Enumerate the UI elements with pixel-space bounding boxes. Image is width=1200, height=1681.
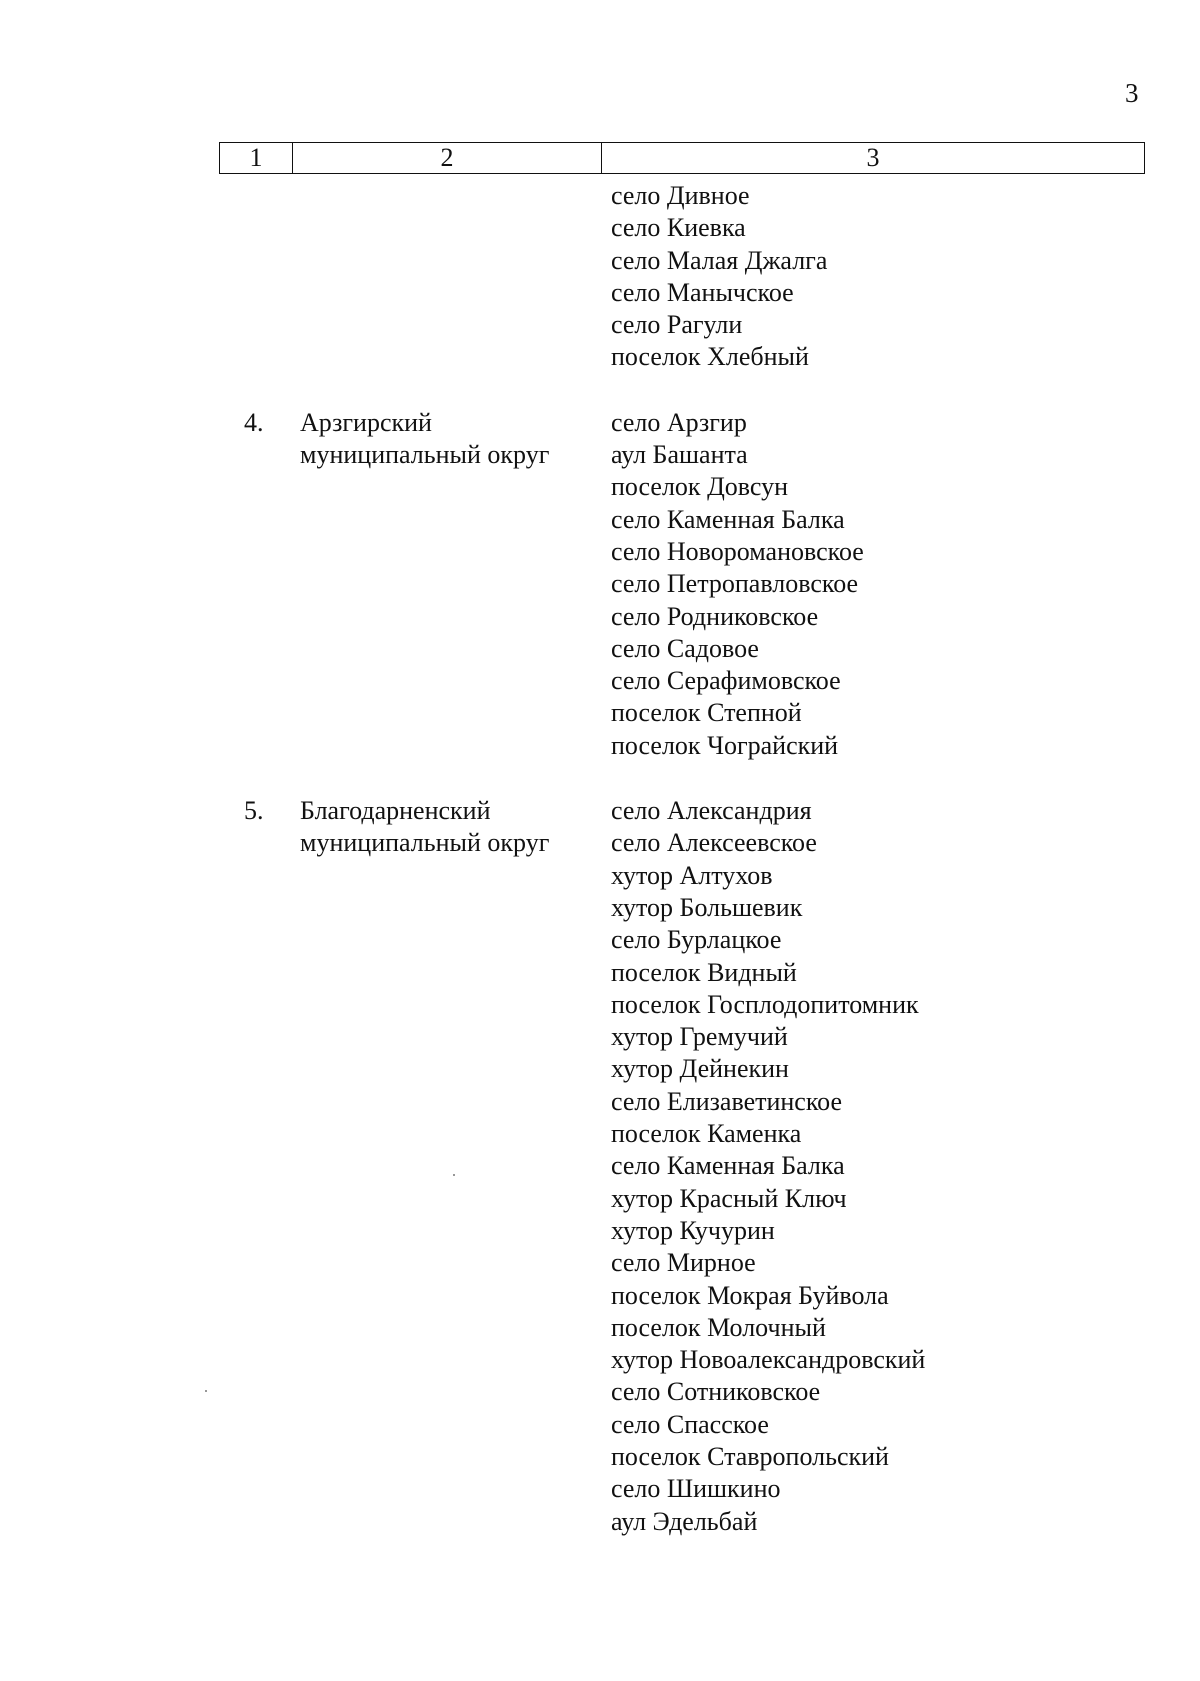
row-number	[219, 795, 300, 1538]
row-spacer	[219, 374, 1145, 407]
settlement-list	[611, 795, 1145, 1538]
district-name-line: муниципальный округ	[300, 440, 550, 470]
list-item: поселок Видный	[611, 957, 797, 987]
list-item: село Манычское	[611, 277, 794, 307]
list-item: поселок Каменка	[611, 1119, 802, 1149]
district-name-line: Благодарненский	[300, 796, 491, 826]
list-item: поселок Госплодопитомник	[611, 989, 919, 1019]
list-item: аул Эдельбай	[611, 1506, 758, 1536]
list-item: хутор Кучурин	[611, 1215, 775, 1245]
list-item: село Каменная Балка	[611, 1151, 845, 1181]
list-item: хутор Алтухов	[611, 860, 773, 890]
list-item: село Киевка	[611, 213, 746, 243]
row-number	[219, 407, 300, 762]
list-item: поселок Степной	[611, 698, 802, 728]
table-row-arzgirsky	[219, 407, 1145, 762]
list-item: село Бурлацкое	[611, 925, 782, 955]
settlement-list	[611, 407, 1145, 762]
scan-speck	[205, 1390, 207, 1392]
list-item: село Арзгир	[611, 407, 747, 437]
table-row-continued	[219, 180, 1145, 374]
list-item: село Петропавловское	[611, 569, 859, 599]
list-item: село Шишкино	[611, 1474, 781, 1504]
row-spacer	[219, 762, 1145, 795]
list-item: хутор Новоалександровский	[611, 1345, 926, 1375]
list-item: поселок Мокрая Буйвола	[611, 1280, 889, 1310]
district-name	[300, 407, 611, 762]
list-item: село Рагули	[611, 310, 743, 340]
district-name	[300, 180, 611, 374]
list-item: поселок Чограйский	[611, 730, 839, 760]
list-item: село Малая Джалга	[611, 245, 828, 275]
list-item: село Садовое	[611, 633, 759, 663]
table-header-col-2: 2	[293, 143, 602, 173]
table-header-col-1: 1	[220, 143, 293, 173]
row-number	[219, 180, 300, 374]
list-item: хутор Большевик	[611, 892, 803, 922]
row-number-text: 4.	[244, 407, 264, 437]
district-name-line: Арзгирский	[300, 407, 432, 437]
list-item: хутор Красный Ключ	[611, 1183, 847, 1213]
list-item: село Сотниковское	[611, 1377, 821, 1407]
list-item: село Мирное	[611, 1248, 756, 1278]
list-item: хутор Дейнекин	[611, 1054, 789, 1084]
list-item: аул Башанта	[611, 440, 748, 470]
row-number-text: 5.	[244, 796, 264, 826]
list-item: поселок Молочный	[611, 1312, 826, 1342]
list-item: поселок Довсун	[611, 472, 789, 502]
table-header-row	[219, 142, 1145, 174]
list-item: село Каменная Балка	[611, 504, 845, 534]
scan-speck	[453, 1174, 455, 1176]
table-header-col-3: 3	[866, 143, 880, 172]
list-item: поселок Ставропольский	[611, 1441, 889, 1471]
settlement-list	[611, 180, 1145, 374]
settlements-table-body	[219, 180, 1145, 1538]
list-item: село Родниковское	[611, 601, 819, 631]
list-item: поселок Хлебный	[611, 342, 809, 372]
district-name	[300, 795, 611, 1538]
list-item: село Дивное	[611, 181, 750, 210]
list-item: село Новоромановское	[611, 536, 864, 566]
page-number: 3	[1125, 78, 1139, 108]
list-item: хутор Гремучий	[611, 1022, 788, 1052]
list-item: село Елизаветинское	[611, 1086, 843, 1116]
table-row-blagodarnensky	[219, 795, 1145, 1538]
district-name-line: муниципальный округ	[300, 828, 550, 858]
list-item: село Алексеевское	[611, 828, 817, 858]
list-item: село Серафимовское	[611, 666, 841, 696]
list-item: село Александрия	[611, 796, 812, 826]
list-item: село Спасское	[611, 1409, 769, 1439]
